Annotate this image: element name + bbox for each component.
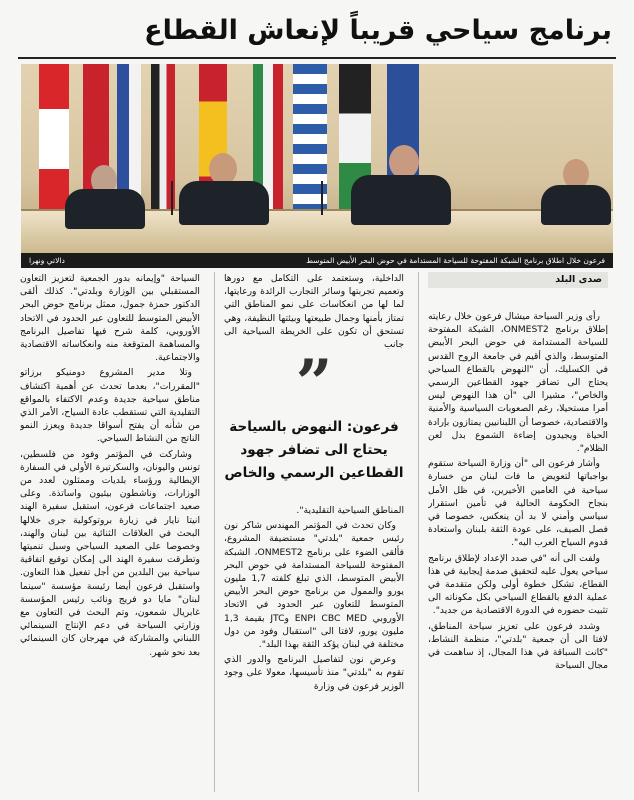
byline-box <box>428 272 608 288</box>
article-column-middle <box>224 272 404 794</box>
pull-quote-line: يحتاج الى تضافر جهود <box>240 442 388 458</box>
paragraph: المناطق السياحية التقليدية". <box>296 505 404 516</box>
microphone <box>171 181 173 215</box>
paragraph: وتلا مدير المشروع دومنيكو برزاتو "المقررات"، بعدما تحدث عن أهمية اكتشاف مناطق سياحية جديدة وعدم الاكتفاء بالمواقع التقليدية التي تستقطب عادة السياح، الأمر الذي من شأنه أن يفتح أسواقا جديدة ويعزز النمو الناتج من النشاط السياحي. <box>20 367 200 445</box>
photo-caption-bar <box>21 253 613 268</box>
microphone <box>321 181 323 215</box>
panelist-1 <box>65 165 145 225</box>
article-photo <box>21 64 613 253</box>
paragraph: الداخلية، وستعتمد على التكامل مع دورها وتعميم تجربتها وسائر التجارب الرائدة ورعايتها، لما لها من انعكاسات على نمو المناطق التي تمتاز بأمنها وجمال طبيعتها وبيئتها النظيفة، وهي تستحق أن تكون على الخريطة السياحية الى جانب <box>224 273 404 350</box>
photo-credit: دالاتي ونهرا <box>29 256 65 265</box>
byline: صدى البلد <box>555 274 602 285</box>
photo-caption: فرعون خلال اطلاق برنامج الشبكة المفتوحة للسياحة المستدامة في حوض البحر الأبيض المتوسط <box>306 256 605 265</box>
paragraph: ولفت الى أنه "في صدد الإعداد لإطلاق برنامج سياحي يعول عليه لتحقيق صدمة إيجابية في هذا القطاع، تشكل خطوة أولى ولكن متقدمة في عملية الدفع بالقطاع السياحي بكل مكوناته الى تثبيت حضوره في الدورة الاقتصادية من جديد". <box>428 552 608 617</box>
paragraph: وأشار فرعون الى "أن وزارة السياحة ستقوم بواجباتها لتعويض ما فات لبنان من خسارة سياحية في العامين الأخيرين، في ظل الأمل بنجاح الحكومة الحالية في تأمين استقرار سياسي وأمني لا بد أن ينعكس، خصوصا في فصل الصيف، على عودة الثقة بلبنان واستعادة قدوم السياح العرب اليه". <box>428 458 608 549</box>
pull-quote <box>224 346 404 498</box>
article-column-left <box>20 272 200 794</box>
pull-quote-line: فرعون: النهوض بالسياحة <box>229 419 399 435</box>
paragraph: وشاركت في المؤتمر وفود من فلسطين، تونس واليونان، والسكرتيرة الأولى في السفارة الإيطالية ورؤساء بلديات وممثلون لعدد من الوزارات، وناشطون بيئيون واساتذة. وعلى صعيد اجتماعات فرعون، استقبل سفيرة الهند انيتا نايار في زيارة بروتوكولية جرى خلالها البحث في العلاقات الثنائية بين لبنان والهند، وخصوصا على الصعيد السياحي وسبل تنميتها وتطرقت سفيرة الهند الى إمكان توقيع اتفاقية سياحية بين البلدين من أجل تفعيل هذا التعاون. واستقبل فرعون أيضا رئيسة مؤسسة "سينما لبنان" مايا دو فريج ونائب رئيس المؤسسة غابريال شمعون، وتم البحث في التعاون مع وزارتي السياحة في دعم الإنتاج السينمائي اللبناني والمشاركة في مهرجان كان السينمائي بعد نحو شهر. <box>20 448 200 658</box>
panelist-4 <box>541 159 611 225</box>
column-divider <box>214 272 215 792</box>
headline-rule <box>18 57 616 59</box>
column-divider <box>418 272 419 792</box>
panelist-3-speaker <box>351 145 451 225</box>
paragraph: السياحة "وإيمانه بدور الجمعية لتعزيز التعاون المستقبلي بين الوزارة وبلدتي". كذلك ألقى الدكتور حمزة جمول، ممثل برنامج حوض البحر الأبيض المتوسط للتعاون عبر الحدود في الاتحاد الأوروبي، كلمة شرح فيها تفاصيل البرنامج والمساهمة المتوقعة منه وانعكاساته الاقتصادية والاجتماعية. <box>20 273 200 364</box>
article-column-right <box>428 272 608 794</box>
paragraph: وكان تحدث في المؤتمر المهندس شاكر نون رئيس جمعية "بلدتي" مستضيفة المشروع، فألقى الضوء على برنامج ONMEST2، الشبكة المفتوحة للسياحة المستدامة في حوض البحر الأبيض المتوسط، الذي تبلغ كلفته 1,7 مليون يورو والممول من برنامج حوض البحر الأبيض المتوسط للتعاون عبر الحدود في الاتحاد الأوروبي ENPI CBC MED وJTC بقيمة 1,3 مليون يورو، لافتا الى "استقبال وفود من دول مختلفة في لبنان يؤكد الثقة بهذا البلد". <box>224 520 404 651</box>
paragraph: وشدد فرعون على تعزيز سياحة المناطق، لافتا الى أن جمعية "بلدتي"، منظمة النشاط، "كانت السباقة في هذا المجال، إذ ساهمت في مجال السياحة <box>428 620 608 672</box>
pull-quote-line: القطاعين الرسمي والخاص <box>224 465 404 481</box>
panelist-2 <box>179 153 269 225</box>
headline: برنامج سياحي قريباً لإنعاش القطاع <box>144 15 612 46</box>
quote-mark-icon: ” <box>295 346 333 421</box>
paragraph: رأى وزير السياحة ميشال فرعون خلال رعايته إطلاق برنامج ONMEST2، الشبكة المفتوحة للسياحة المستدامة في حوض البحر الأبيض المتوسط، والذي أقيم في جامعة الروح القدس في الكسليك، أن "النهوض بالقطاع السياحي يحتاج الى تضافر جهود القطاعين الرسمي والخاص"، مشيرا الى "أن هذا النهوض ليس أمرا مستحيلا، رغم الصعوبات السياسية والأمنية والاقتصادية، خصوصا أن اللبنانيين يمتازون بإرادة الحياة ويجيدون إضاءة الشموع بدل لعن الظلام". <box>428 311 608 455</box>
paragraph: وعرض نون لتفاصيل البرنامج والدور الذي تقوم به "بلدتي" منذ تأسيسها، معولا على وجود الوزير فرعون في وزارة <box>224 654 404 692</box>
